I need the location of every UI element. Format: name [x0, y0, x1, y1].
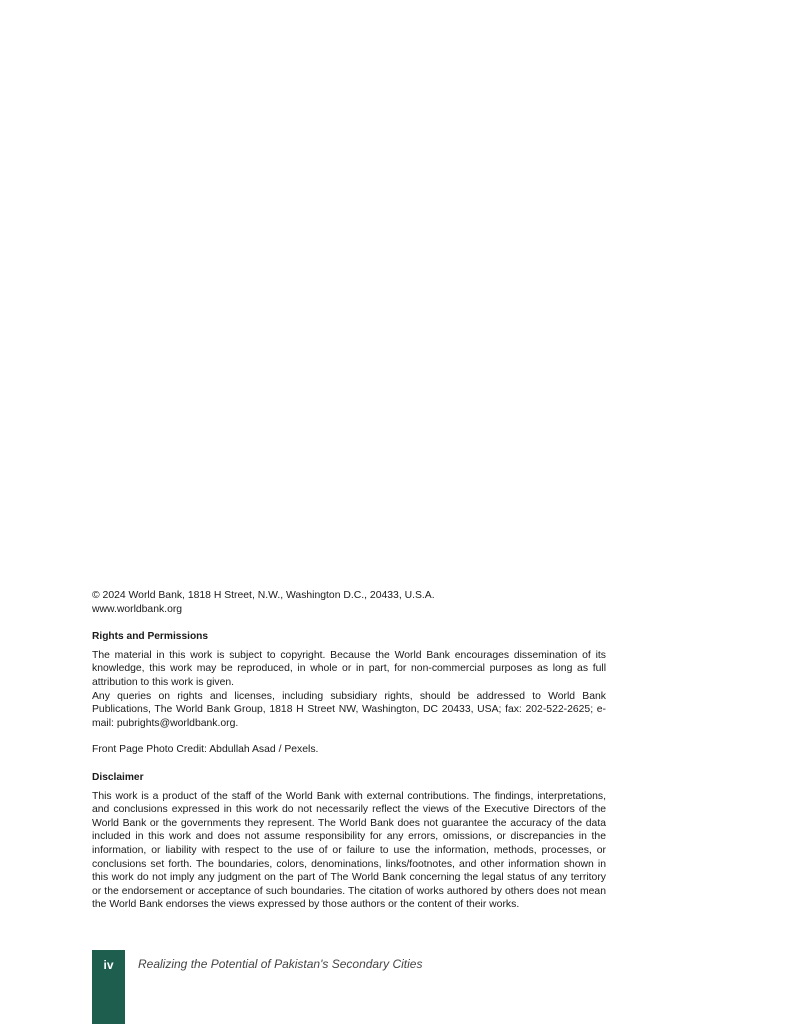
- imprint-block: [92, 589, 606, 912]
- photo-credit: Front Page Photo Credit: Abdullah Asad / Pexels.: [92, 744, 319, 756]
- copyright-line: © 2024 World Bank, 1818 H Street, N.W., Washington D.C., 20433, U.S.A.: [92, 590, 435, 601]
- disclaimer-heading: Disclaimer: [92, 771, 144, 783]
- disclaimer-paragraph: This work is a product of the staff of the World Bank with external contributions. The findings, interpretations, and conclusions expressed in this work do not necessarily reflect the views of the Executive Directors of the World Bank or the governments they represent. The World Bank does not guarantee the accuracy of the data included in this work and does not assume responsibility for any errors, omissions, or discrepancies in the information, or liability with respect to the use of or failure to use the information, methods, processes, or conclusions set forth. The boundaries, colors, denominations, links/footnotes, and other information shown in this work do not imply any judgment on the part of The World Bank concerning the legal status of any territory or the endorsement or acceptance of such boundaries. The citation of works authored by others does not mean the World Bank endorses the views expressed by those authors or the content of their works.: [92, 790, 606, 911]
- website-link[interactable]: www.worldbank.org: [92, 603, 183, 615]
- rights-heading: Rights and Permissions: [92, 631, 209, 643]
- rights-queries-paragraph: Any queries on rights and licenses, including subsidiary rights, should be addressed to World Bank Publications, The World Bank Group, 1818 H Street NW, Washington, DC 20433, USA; fax: 202-522-2625; e-mail: pubrights@worldbank.org.: [92, 690, 606, 729]
- running-title: Realizing the Potential of Pakistan's Secondary Cities: [138, 957, 423, 971]
- footer-page-tab: [92, 950, 125, 1024]
- page-number: iv: [103, 958, 114, 972]
- rights-paragraph: The material in this work is subject to copyright. Because the World Bank encourages dissemination of its knowledge, this work may be reproduced, in whole or in part, for non-commercial purposes as long as full attribution to this work is given.: [92, 649, 606, 688]
